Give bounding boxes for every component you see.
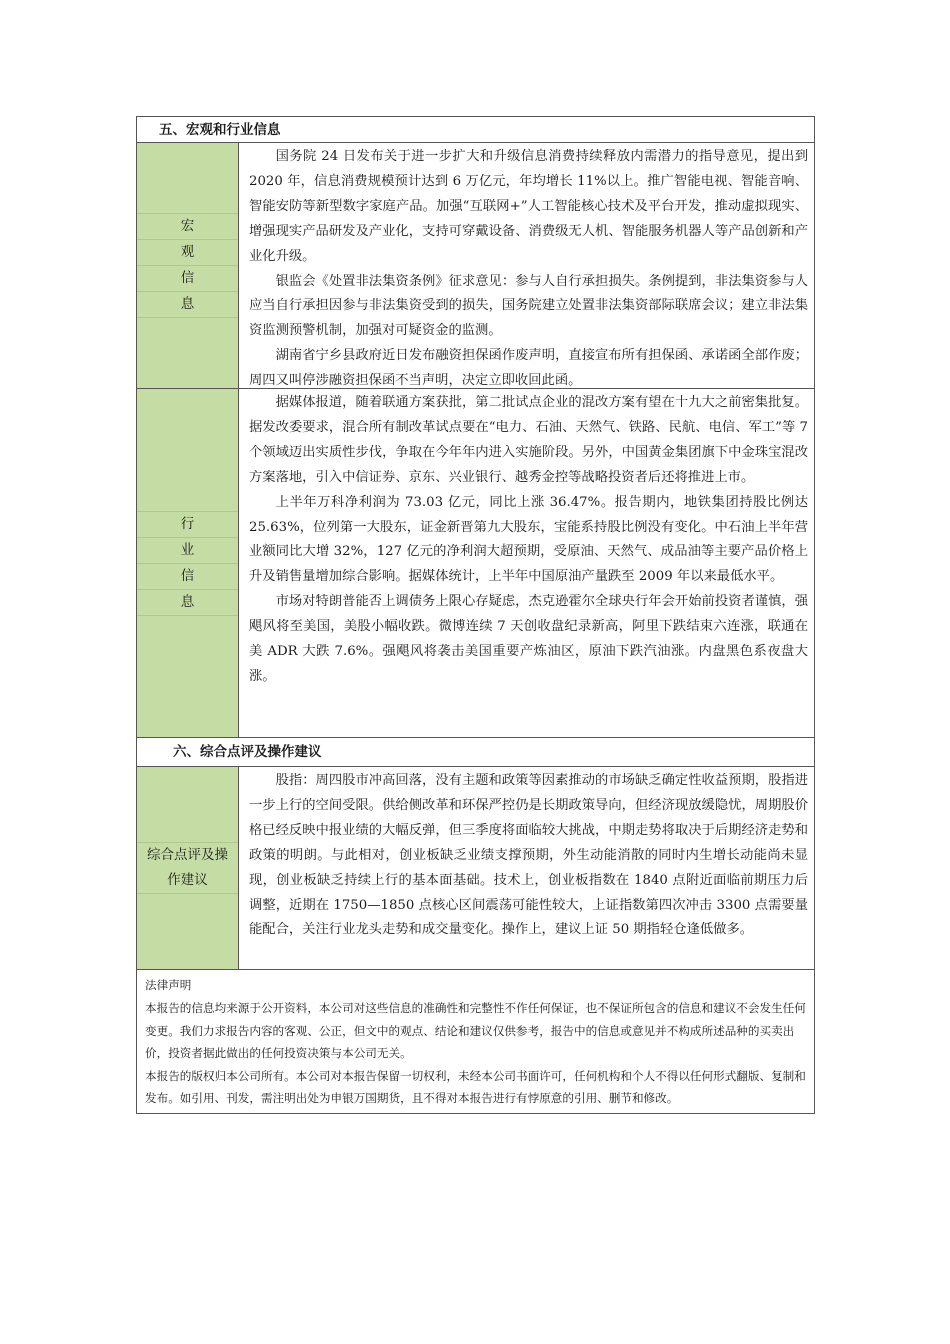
legal-paragraph: 本报告的信息均来源于公开资料，本公司对这些信息的准确性和完整性不作任何保证，也不保证所包含的信息和建议不会发生任何变更。我们力求报告内容的客观、公正，但文中的观点、结论和建议仅供参考，报告中的信息或意见并不构成所述品种的买卖出价，投资者据此做出的任何投资决策与本公司无关。 (145, 1001, 806, 1061)
industry-label-char: 业 (137, 537, 238, 563)
macro-info-label (137, 143, 239, 388)
macro-label-char: 宏 (137, 213, 238, 239)
industry-label-char: 息 (137, 589, 238, 616)
macro-label-char: 息 (137, 291, 238, 318)
summary-paragraph: 股指：周四股市冲高回落，没有主题和政策等因素推动的市场缺乏确定性收益预期，股指进一步上行的空间受限。供给侧改革和环保严控仍是长期政策导向，但经济现放缓隐忧，周期股价格已经反映中报业绩的大幅反弹，但三季度将面临较大挑战，中期走势将取决于后期经济走势和政策的明朗。与此相对，创业板缺乏业绩支撑预期，外生动能消散的同时内生增长动能尚未显现，创业板缺乏持续上行的基本面基础。技术上，创业板指数在 1840 点附近面临前期压力后调整，近期在 1750—1850 点核心区间震荡可能性较大，上证指数第四次冲击 3300 点需要量能配合，关注行业龙头走势和成交量变化。操作上，建议上证 50 期指轻仓逢低做多。 (249, 773, 808, 938)
macro-label-char: 观 (137, 239, 238, 265)
industry-info-content (239, 389, 814, 737)
report-table (136, 116, 815, 1114)
industry-paragraph: 市场对特朗普能否上调债务上限心存疑虑，杰克逊霍尔全球央行年会开始前投资者谨慎，强飓风将至美国，美股小幅收跌。微博连续 7 天创收盘纪录新高，阿里下跌结束六连涨，联通在美 ADR 大跌 7.6%。强飓风将袭击美国重要产炼油区，原油下跌汽油涨。内盘黑色系夜盘大涨。 (249, 594, 808, 684)
industry-paragraph: 上半年万科净利润为 73.03 亿元，同比上涨 36.47%。报告期内，地铁集团持股比例达 25.63%，位列第一大股东，证金新晋第九大股东，宝能系持股比例没有变化。中石油上半年营业额同比大增 32%，127 亿元的净利润大超预期，受原油、天然气、成品油等主要产品价格上升及销售量增加综合影响。据媒体统计，上半年中国原油产量跌至 2009 年以来最低水平。 (249, 494, 808, 585)
legal-statement (137, 970, 814, 1113)
industry-paragraph: 据媒体报道，随着联通方案获批，第二批试点企业的混改方案有望在十九大之前密集批复。据发改委要求，混合所有制改革试点要在“电力、石油、天然气、铁路、民航、电信、军工”等 7 个领域迈出实质性步伐，争取在今年年内进入实施阶段。另外，中国黄金集团旗下中金珠宝混改方案落地，引入中信证券、京东、兴业银行、越秀金控等战略投资者后还将推进上市。 (249, 395, 808, 485)
summary-advice-label-text: 综合点评及操作建议 (137, 842, 238, 894)
industry-info-label (137, 389, 239, 737)
industry-label-char: 信 (137, 563, 238, 589)
macro-info-content (239, 143, 814, 388)
summary-advice-row (137, 767, 814, 970)
macro-paragraph: 银监会《处置非法集资条例》征求意见：参与人自行承担损失。条例提到，非法集资参与人应当自行承担因参与非法集资受到的损失，国务院建立处置非法集资部际联席会议；建立非法集资监测预警机制，加强对可疑资金的监测。 (249, 273, 808, 339)
industry-label-char: 行 (137, 511, 238, 537)
macro-label-char: 信 (137, 265, 238, 291)
legal-paragraph: 本报告的版权归本公司所有。本公司对本报告保留一切权利，未经本公司书面许可，任何机构和个人不得以任何形式翻版、复制和发布。如引用、刊发，需注明出处为申银万国期货，且不得对本报告进行有悖原意的引用、删节和修改。 (145, 1068, 806, 1106)
section-five-title: 五、宏观和行业信息 (137, 117, 814, 143)
summary-advice-label (137, 767, 239, 969)
macro-paragraph: 国务院 24 日发布关于进一步扩大和升级信息消费持续释放内需潜力的指导意见，提出到 2020 年，信息消费规模预计达到 6 万亿元，年均增长 11%以上。推广智能电视、智能音响、智能安防等新型数字家庭产品。加强“互联网+”人工智能核心技术及平台开发，推动虚拟现实、增强现实产品研发及产业化，支持可穿戴设备、消费级无人机、智能服务机器人等产品创新和产业化升级。 (249, 149, 808, 264)
macro-paragraph: 湖南省宁乡县政府近日发布融资担保函作废声明，直接宣布所有担保函、承诺函全部作废；周四又叫停涉融资担保函不当声明，决定立即收回此函。 (249, 348, 808, 389)
industry-info-row (137, 389, 814, 738)
macro-info-row (137, 143, 814, 389)
summary-advice-content (239, 767, 814, 969)
section-six-title: 六、综合点评及操作建议 (137, 738, 814, 767)
legal-title: 法律声明 (145, 978, 192, 992)
